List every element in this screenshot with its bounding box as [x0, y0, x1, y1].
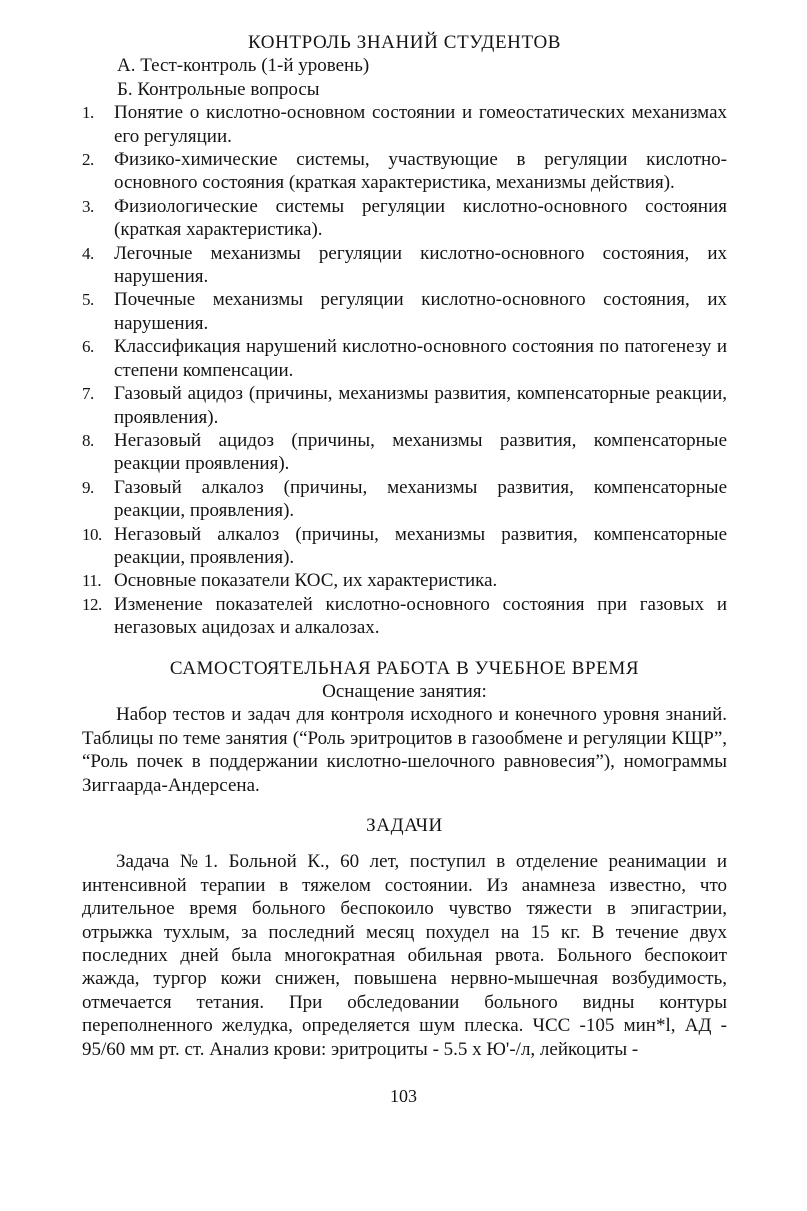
- question-text: Легочные механизмы регуляции кислотно-основного состояния, их нарушения.: [114, 242, 727, 288]
- question-number: 1.: [82, 103, 94, 123]
- question-number: 2.: [82, 150, 94, 170]
- question-item: [82, 476, 727, 523]
- question-number: 3.: [82, 196, 94, 216]
- question-item: [82, 242, 727, 289]
- question-text: Газовый ацидоз (причины, механизмы развития, компенсаторные реакции, проявления).: [114, 383, 727, 428]
- page-content: [82, 31, 727, 1061]
- question-item: [82, 429, 727, 476]
- question-number: 8.: [82, 430, 94, 450]
- question-text: Основные показатели КОС, их характеристика.: [114, 570, 498, 592]
- spacer: [82, 640, 727, 657]
- question-number: 11.: [82, 571, 102, 591]
- section-heading-knowledge-control: КОНТРОЛЬ ЗНАНИЙ СТУДЕНТОВ: [247, 32, 562, 53]
- item-test-control: А. Тест-контроль (1-й уровень): [117, 55, 370, 77]
- question-item: [82, 382, 727, 429]
- question-text: Классификация нарушений кислотно-основного состояния по патогенезу и степени компенсации.: [114, 336, 727, 381]
- control-questions-list: [82, 101, 727, 639]
- question-item: [82, 523, 727, 570]
- paragraph-equipment: Набор тестов и задач для контроля исходного и конечного уровня знаний. Таблицы по теме занятия (“Роль эритроцитов в газообмене и регуляции КЩР”, “Роль почек в поддержании кислотно-шелочного равновесия”), номограммы Зиггаарда-Андерсена.: [82, 704, 727, 796]
- question-text: Понятие о кислотно-основном состоянии и гомеостатических механизмах его регуляции.: [114, 102, 727, 147]
- spacer: [82, 797, 727, 814]
- question-text: Изменение показателей кислотно-основного состояния при газовых и негазовых ацидозах и алкалозах.: [114, 593, 727, 639]
- question-item: [82, 569, 727, 592]
- question-text: Физико-химические системы, участвующие в регуляции кислотно-основного состояния (краткая характеристика, механизмы действия).: [114, 149, 727, 194]
- question-text: Негазовый ацидоз (причины, механизмы развития, компенсаторные реакции проявления).: [114, 429, 727, 475]
- question-number: 7.: [82, 384, 94, 404]
- question-text: Негазовый алкалоз (причины, механизмы развития, компенсаторные реакции, проявления).: [114, 523, 727, 568]
- question-text: Почечные механизмы регуляции кислотно-основного состояния, их нарушения.: [114, 289, 727, 334]
- question-number: 4.: [82, 243, 94, 263]
- spacer: [82, 837, 727, 850]
- section-heading-tasks: ЗАДАЧИ: [366, 815, 443, 836]
- question-item: [82, 335, 727, 382]
- question-item: [82, 148, 727, 195]
- question-item: [82, 195, 727, 242]
- question-number: 12.: [82, 594, 102, 614]
- question-number: 6.: [82, 337, 94, 357]
- question-item: [82, 288, 727, 335]
- question-number: 9.: [82, 477, 94, 497]
- question-item: [82, 101, 727, 148]
- question-text: Газовый алкалоз (причины, механизмы развития, компенсаторные реакции, проявления).: [114, 476, 727, 522]
- paragraph-task-1: Задача №1. Больной К., 60 лет, поступил в отделение реанимации и интенсивной терапии в тяжелом состоянии. Из анамнеза известно, что длительное время больного беспокоило чувство тяжести в эпигастрии, отрыжка тухлым, за последний месяц похудел на 15 кг. В течение двух последних дней была многократная обильная рвота. Больного беспокоит жажда, тургор кожи снижен, повышена нервно-мышечная возбудимость, отмечается тетания. При обследовании больного видны контуры переполненного желудка, определяется шум плеска. ЧСС -105 мин*l, АД - 95/60 мм рт. ст. Анализ крови: эритроциты - 5.5 х Ю'-/л, лейкоциты -: [82, 851, 727, 1060]
- page-number: 103: [390, 1086, 417, 1106]
- question-item: [82, 593, 727, 640]
- section-heading-self-work: САМОСТОЯТЕЛЬНАЯ РАБОТА В УЧЕБНОЕ ВРЕМЯ: [169, 657, 640, 679]
- question-number: 10.: [82, 524, 102, 544]
- section-subheading-equipment: Оснащение занятия:: [322, 680, 487, 702]
- question-number: 5.: [82, 290, 94, 310]
- item-control-questions: Б. Контрольные вопросы: [117, 78, 320, 100]
- question-text: Физиологические системы регуляции кислотно-основного состояния (краткая характеристика).: [114, 195, 727, 241]
